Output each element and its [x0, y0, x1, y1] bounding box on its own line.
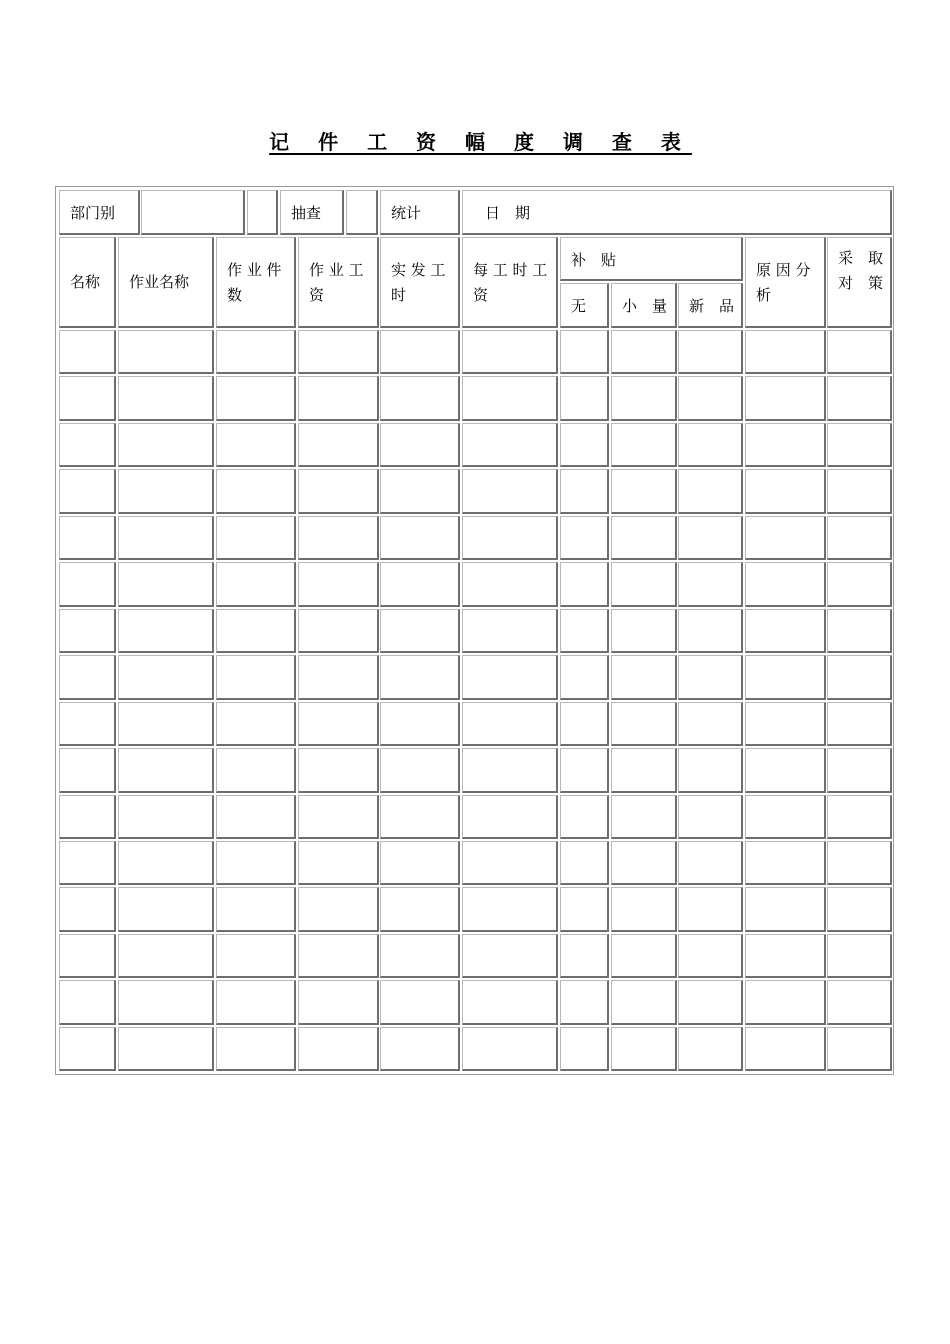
table-cell[interactable] — [611, 1027, 677, 1071]
table-cell[interactable] — [380, 702, 460, 746]
table-cell[interactable] — [59, 748, 116, 793]
header-per-hour-wage — [462, 237, 558, 328]
header-actual-hours — [380, 237, 460, 328]
header-subsidy-new-text: 新 品 — [689, 297, 735, 315]
table-cell[interactable] — [560, 562, 609, 607]
table-cell[interactable] — [611, 655, 677, 700]
header-subsidy-new — [678, 283, 743, 328]
table-cell[interactable] — [560, 1027, 609, 1071]
table-cell[interactable] — [118, 795, 214, 839]
table-cell[interactable] — [827, 655, 892, 700]
header-reason-line1: 原 因 分 — [756, 261, 811, 279]
table-cell[interactable] — [462, 562, 558, 607]
table-cell[interactable] — [827, 469, 892, 514]
table-cell[interactable] — [827, 423, 892, 467]
table-cell[interactable] — [118, 516, 214, 560]
table-cell[interactable] — [462, 516, 558, 560]
table-cell[interactable] — [59, 562, 116, 607]
table-cell[interactable] — [298, 841, 379, 885]
table-cell[interactable] — [560, 423, 609, 467]
table-cell[interactable] — [216, 934, 296, 978]
table-cell[interactable] — [462, 376, 558, 421]
header-actual-hours-line1: 实 发 工 — [391, 261, 446, 279]
header-name — [59, 237, 116, 328]
table-cell[interactable] — [216, 330, 296, 374]
table-cell[interactable] — [462, 980, 558, 1025]
table-cell[interactable] — [462, 934, 558, 978]
table-cell[interactable] — [611, 980, 677, 1025]
table-cell[interactable] — [827, 748, 892, 793]
date-label: 日 期 — [485, 204, 531, 222]
header-subsidy — [560, 237, 743, 281]
table-cell[interactable] — [560, 795, 609, 839]
check-value-cell[interactable] — [346, 190, 378, 235]
table-cell[interactable] — [611, 376, 677, 421]
table-cell[interactable] — [216, 702, 296, 746]
table-cell[interactable] — [298, 1027, 379, 1071]
table-cell[interactable] — [298, 423, 379, 467]
table-cell[interactable] — [745, 887, 826, 932]
table-cell[interactable] — [678, 748, 743, 793]
table-cell[interactable] — [745, 841, 826, 885]
header-job-count-line1: 作 业 件 — [227, 261, 282, 279]
table-cell[interactable] — [560, 934, 609, 978]
table-cell[interactable] — [118, 702, 214, 746]
table-cell[interactable] — [678, 423, 743, 467]
header-measures-line2: 对 策 — [838, 274, 884, 292]
table-cell[interactable] — [611, 423, 677, 467]
header-per-hour-wage-line1: 每 工 时 工 — [473, 261, 548, 279]
table-cell[interactable] — [745, 376, 826, 421]
table-cell[interactable] — [298, 655, 379, 700]
table-cell[interactable] — [462, 1027, 558, 1071]
table-cell[interactable] — [380, 655, 460, 700]
table-cell[interactable] — [745, 702, 826, 746]
table-cell[interactable] — [380, 841, 460, 885]
table-cell[interactable] — [462, 655, 558, 700]
table-cell[interactable] — [745, 655, 826, 700]
table-cell[interactable] — [216, 980, 296, 1025]
table-cell[interactable] — [611, 934, 677, 978]
table-cell[interactable] — [462, 748, 558, 793]
table-cell[interactable] — [462, 795, 558, 839]
table-cell[interactable] — [59, 609, 116, 653]
survey-table — [55, 186, 894, 1075]
table-cell[interactable] — [678, 469, 743, 514]
table-cell[interactable] — [827, 1027, 892, 1071]
table-cell[interactable] — [59, 1027, 116, 1071]
table-cell[interactable] — [745, 469, 826, 514]
table-cell[interactable] — [216, 376, 296, 421]
table-cell[interactable] — [298, 330, 379, 374]
table-cell[interactable] — [118, 469, 214, 514]
table-cell[interactable] — [118, 887, 214, 932]
form-title: 记 件 工 资 幅 度 调 查 表 — [269, 130, 692, 154]
table-cell[interactable] — [216, 609, 296, 653]
dept-label: 部门别 — [70, 204, 116, 222]
table-cell[interactable] — [118, 748, 214, 793]
table-cell[interactable] — [827, 841, 892, 885]
header-job-wage-line2: 资 — [309, 286, 325, 304]
table-cell[interactable] — [678, 702, 743, 746]
table-cell[interactable] — [216, 887, 296, 932]
table-cell[interactable] — [827, 609, 892, 653]
table-cell[interactable] — [59, 795, 116, 839]
table-cell[interactable] — [560, 841, 609, 885]
table-cell[interactable] — [118, 841, 214, 885]
table-cell[interactable] — [678, 1027, 743, 1071]
table-cell[interactable] — [216, 469, 296, 514]
table-cell[interactable] — [745, 980, 826, 1025]
table-cell[interactable] — [216, 748, 296, 793]
date-cell[interactable] — [462, 190, 892, 235]
table-cell[interactable] — [678, 980, 743, 1025]
table-cell[interactable] — [216, 1027, 296, 1071]
table-cell[interactable] — [59, 841, 116, 885]
table-cell[interactable] — [59, 376, 116, 421]
table-cell[interactable] — [462, 841, 558, 885]
table-cell[interactable] — [827, 702, 892, 746]
table-cell[interactable] — [380, 609, 460, 653]
table-cell[interactable] — [59, 330, 116, 374]
table-cell[interactable] — [611, 702, 677, 746]
table-cell[interactable] — [216, 516, 296, 560]
dept-value-cell[interactable] — [141, 190, 245, 235]
table-cell[interactable] — [611, 562, 677, 607]
table-cell[interactable] — [380, 516, 460, 560]
table-cell[interactable] — [611, 795, 677, 839]
table-cell[interactable] — [745, 423, 826, 467]
table-cell[interactable] — [462, 330, 558, 374]
table-cell[interactable] — [298, 934, 379, 978]
table-cell[interactable] — [745, 795, 826, 839]
table-cell[interactable] — [745, 1027, 826, 1071]
header-actual-hours-line2: 时 — [391, 286, 407, 304]
table-cell[interactable] — [560, 655, 609, 700]
table-cell[interactable] — [745, 609, 826, 653]
table-cell[interactable] — [118, 423, 214, 467]
table-cell[interactable] — [827, 516, 892, 560]
table-cell[interactable] — [611, 887, 677, 932]
table-cell[interactable] — [560, 980, 609, 1025]
table-cell[interactable] — [678, 562, 743, 607]
table-cell[interactable] — [298, 609, 379, 653]
table-cell[interactable] — [59, 469, 116, 514]
stats-label: 统计 — [391, 204, 422, 222]
table-cell[interactable] — [560, 609, 609, 653]
header-job-count-line2: 数 — [227, 286, 243, 304]
table-cell[interactable] — [298, 516, 379, 560]
table-cell[interactable] — [611, 516, 677, 560]
table-cell[interactable] — [827, 934, 892, 978]
table-cell[interactable] — [118, 376, 214, 421]
table-cell[interactable] — [560, 702, 609, 746]
table-cell[interactable] — [216, 562, 296, 607]
table-cell[interactable] — [118, 934, 214, 978]
header-subsidy-none — [560, 283, 609, 328]
check-label: 抽查 — [291, 204, 322, 222]
header-job-wage — [298, 237, 379, 328]
table-cell[interactable] — [462, 702, 558, 746]
table-cell[interactable] — [59, 980, 116, 1025]
header-subsidy-text: 补 贴 — [571, 251, 617, 269]
table-cell[interactable] — [380, 748, 460, 793]
table-cell[interactable] — [298, 887, 379, 932]
table-cell[interactable] — [118, 609, 214, 653]
header-subsidy-none-text: 无 — [571, 297, 587, 315]
table-cell[interactable] — [118, 330, 214, 374]
table-cell[interactable] — [298, 980, 379, 1025]
table-cell[interactable] — [678, 376, 743, 421]
header-reason — [745, 237, 826, 328]
table-cell[interactable] — [827, 887, 892, 932]
table-cell[interactable] — [560, 376, 609, 421]
table-cell[interactable] — [380, 423, 460, 467]
table-cell[interactable] — [611, 330, 677, 374]
table-cell[interactable] — [118, 980, 214, 1025]
table-cell[interactable] — [560, 516, 609, 560]
table-cell[interactable] — [827, 980, 892, 1025]
table-cell[interactable] — [298, 748, 379, 793]
table-cell[interactable] — [380, 795, 460, 839]
header-job-name — [118, 237, 214, 328]
table-cell[interactable] — [380, 469, 460, 514]
table-cell[interactable] — [611, 841, 677, 885]
table-cell[interactable] — [611, 469, 677, 514]
table-cell[interactable] — [298, 469, 379, 514]
table-cell[interactable] — [560, 887, 609, 932]
header-reason-line2: 析 — [756, 286, 772, 304]
table-cell[interactable] — [298, 562, 379, 607]
table-cell[interactable] — [678, 609, 743, 653]
header-job-wage-line1: 作 业 工 — [309, 261, 364, 279]
table-cell[interactable] — [827, 562, 892, 607]
header-job-count — [216, 237, 296, 328]
table-cell[interactable] — [118, 1027, 214, 1071]
table-cell[interactable] — [611, 748, 677, 793]
table-cell[interactable] — [678, 841, 743, 885]
table-cell[interactable] — [462, 469, 558, 514]
table-cell[interactable] — [560, 330, 609, 374]
table-cell[interactable] — [678, 516, 743, 560]
table-cell[interactable] — [678, 887, 743, 932]
table-cell[interactable] — [462, 609, 558, 653]
table-cell[interactable] — [59, 702, 116, 746]
header-measures-line1: 采 取 — [838, 249, 884, 267]
dept-label-cell — [59, 190, 140, 235]
table-cell[interactable] — [745, 748, 826, 793]
table-cell[interactable] — [827, 376, 892, 421]
table-cell[interactable] — [298, 702, 379, 746]
table-cell[interactable] — [678, 655, 743, 700]
table-cell[interactable] — [216, 655, 296, 700]
table-cell[interactable] — [298, 795, 379, 839]
dept-extra-cell[interactable] — [247, 190, 278, 235]
table-cell[interactable] — [216, 795, 296, 839]
table-cell[interactable] — [678, 795, 743, 839]
table-cell[interactable] — [827, 330, 892, 374]
table-cell[interactable] — [678, 330, 743, 374]
header-subsidy-small — [611, 283, 677, 328]
table-cell[interactable] — [745, 562, 826, 607]
table-cell[interactable] — [560, 748, 609, 793]
check-label-cell — [280, 190, 344, 235]
table-cell[interactable] — [745, 934, 826, 978]
table-cell[interactable] — [380, 330, 460, 374]
header-name-text: 名称 — [70, 273, 101, 291]
table-cell[interactable] — [380, 376, 460, 421]
table-cell[interactable] — [462, 887, 558, 932]
stats-label-cell — [380, 190, 460, 235]
table-cell[interactable] — [216, 423, 296, 467]
table-cell[interactable] — [462, 423, 558, 467]
table-cell[interactable] — [380, 980, 460, 1025]
table-cell[interactable] — [298, 376, 379, 421]
table-cell[interactable] — [611, 609, 677, 653]
header-subsidy-small-text: 小 量 — [622, 297, 668, 315]
table-cell[interactable] — [59, 934, 116, 978]
table-cell[interactable] — [59, 655, 116, 700]
table-cell[interactable] — [827, 795, 892, 839]
table-cell[interactable] — [380, 562, 460, 607]
header-job-name-text: 作业名称 — [129, 273, 190, 291]
table-cell[interactable] — [380, 934, 460, 978]
header-measures — [827, 237, 892, 328]
table-cell[interactable] — [216, 841, 296, 885]
table-cell[interactable] — [380, 887, 460, 932]
table-cell[interactable] — [745, 516, 826, 560]
table-cell[interactable] — [118, 655, 214, 700]
header-per-hour-wage-line2: 资 — [473, 286, 489, 304]
table-cell[interactable] — [678, 934, 743, 978]
table-cell[interactable] — [59, 516, 116, 560]
table-cell[interactable] — [745, 330, 826, 374]
table-cell[interactable] — [59, 887, 116, 932]
table-cell[interactable] — [380, 1027, 460, 1071]
table-cell[interactable] — [560, 469, 609, 514]
table-cell[interactable] — [59, 423, 116, 467]
table-cell[interactable] — [118, 562, 214, 607]
